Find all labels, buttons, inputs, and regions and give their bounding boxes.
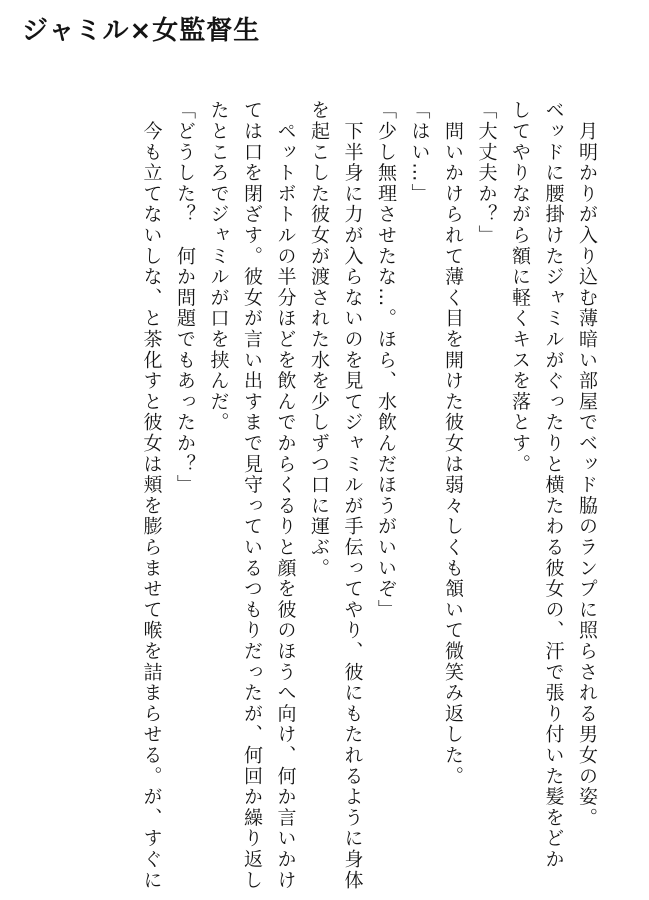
text-line: ペットボトルの半分ほどを飲んでからくるりと顔を彼のほうへ向け、何か言いかけ [274, 100, 297, 891]
text-line: ては口を閉ざす。彼女が言い出すまで見守っているつもりだったが、何回か繰り返し [241, 100, 263, 891]
page-title: ジャミル×女監督生 [22, 16, 261, 46]
story-body [134, 100, 603, 891]
text-line: 月明かりが入り込む薄暗い部屋でベッド脇のランプに照らされる男女の姿。 [576, 100, 598, 828]
text-line: ベッドに腰掛けたジャミルがぐったりと横たわる彼女の、汗で張り付いた髪をどか [542, 100, 565, 870]
text-line: 下半身に力が入らないのを見てジャミルが手伝ってやり、彼にもたれるように身体 [341, 100, 364, 891]
text-line: たところでジャミルが口を挟んだ。 [207, 100, 230, 433]
text-line: 「はい…」 [408, 100, 431, 204]
text-line: 今も立てないしな、と茶化すと彼女は頬を膨らませて喉を詰まらせる。が、すぐに [140, 100, 163, 891]
text-line: 「どうした？ 何か問題でもあったか？」 [174, 100, 196, 496]
text-line: 「大丈夫か？」 [475, 100, 498, 246]
text-line: してやりながら額に軽くキスを落とす。 [509, 100, 531, 475]
text-line: 問いかけられて薄く目を開けた彼女は弱々しくも頷いて微笑み返した。 [442, 100, 464, 787]
text-line: を起こした彼女が渡された水を少しずつ口に運ぶ。 [308, 100, 330, 579]
text-line: 「少し無理させたな…。ほら、水飲んだほうがいいぞ」 [375, 100, 397, 620]
